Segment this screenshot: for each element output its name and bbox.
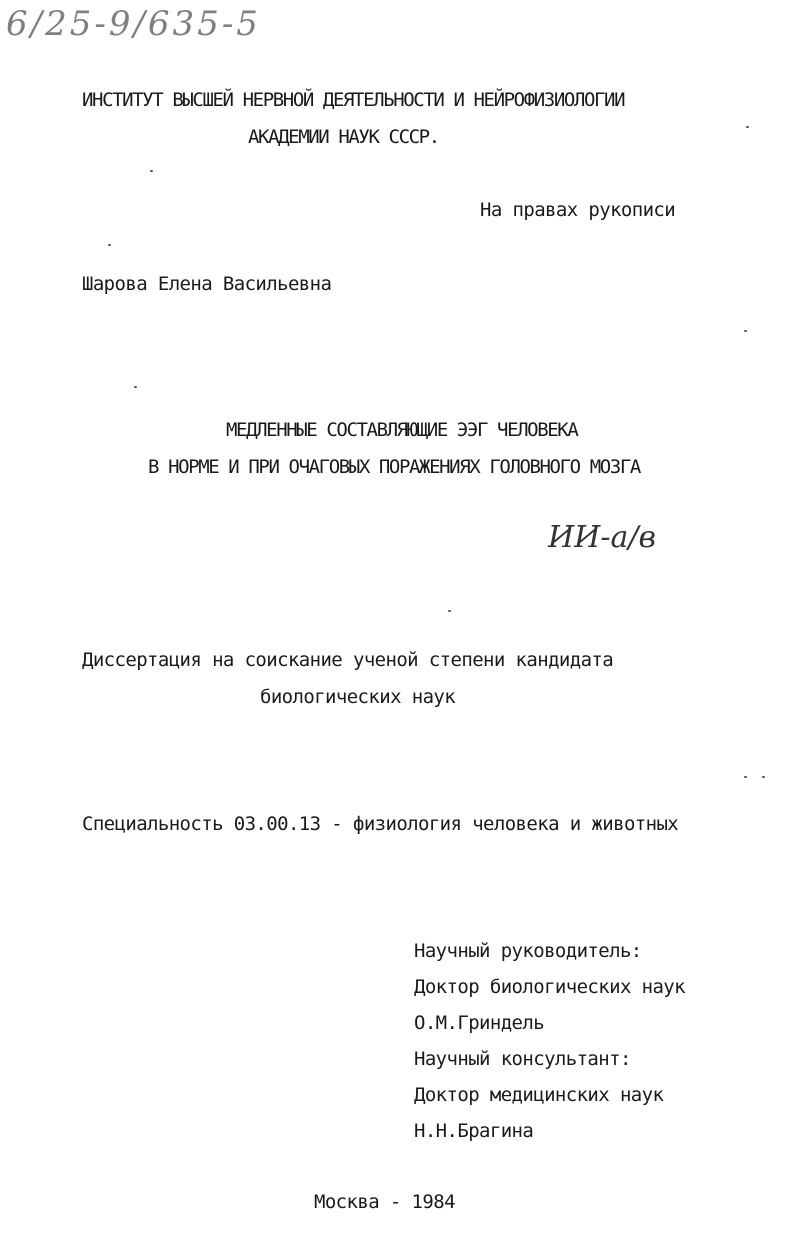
- scan-speck: [108, 244, 111, 246]
- dissertation-title-line-2: В НОРМЕ И ПРИ ОЧАГОВЫХ ПОРАЖЕНИЯХ ГОЛОВНОГО МОЗГА: [148, 456, 640, 478]
- advisor-role-2: Научный консультант:: [414, 1048, 631, 1070]
- advisor-degree-1: Доктор биологических наук: [414, 976, 685, 998]
- institute-line-1: ИНСТИТУТ ВЫСШЕЙ НЕРВНОЙ ДЕЯТЕЛЬНОСТИ И НЕЙРОФИЗИОЛОГИИ: [82, 89, 625, 111]
- scan-speck: [150, 170, 153, 172]
- dissertation-statement-line-1: Диссертация на соискание ученой степени кандидата: [82, 649, 614, 671]
- author-name: Шарова Елена Васильевна: [82, 273, 332, 295]
- scan-speck: [744, 330, 747, 332]
- advisor-role-1: Научный руководитель:: [414, 940, 642, 962]
- advisor-name-2: Н.Н.Брагина: [414, 1120, 534, 1142]
- scan-speck: [762, 776, 765, 778]
- scan-speck: [744, 776, 747, 778]
- handwritten-stamp-number: 6/25-9/635-5: [6, 4, 261, 44]
- institute-line-2: АКАДЕМИИ НАУК СССР.: [248, 126, 439, 148]
- handwritten-note: ИИ-а/в: [548, 520, 656, 555]
- advisor-degree-2: Доктор медицинских наук: [414, 1084, 664, 1106]
- dissertation-statement-line-2: биологических наук: [260, 686, 456, 708]
- city-year: Москва - 1984: [314, 1191, 455, 1213]
- advisor-name-1: О.М.Гриндель: [414, 1012, 545, 1034]
- scan-speck: [746, 126, 749, 128]
- scan-speck: [448, 610, 451, 612]
- scan-speck: [134, 386, 137, 388]
- dissertation-title-line-1: МЕДЛЕННЫЕ СОСТАВЛЯЮЩИЕ ЭЭГ ЧЕЛОВЕКА: [226, 419, 578, 441]
- rights-notice: На правах рукописи: [480, 199, 676, 221]
- specialty-line: Специальность 03.00.13 - физиология человека и животных: [82, 813, 679, 835]
